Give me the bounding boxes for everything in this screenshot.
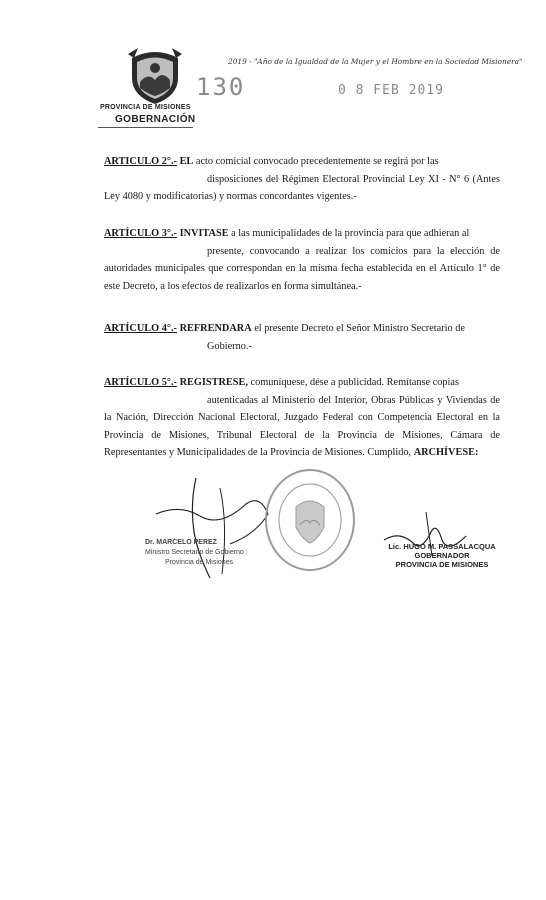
year-motto: 2019 - "Año de la Igualdad de la Mujer y el Hombre en la Sociedad Misionera": [228, 57, 523, 66]
article-2-keyword: EL: [179, 156, 194, 167]
article-2-label: ARTICULO 2°.-: [104, 156, 177, 167]
right-signer-province: PROVINCIA DE MISIONES: [395, 560, 489, 569]
article-5-keyword: REGISTRESE,: [179, 377, 248, 388]
article-4: [104, 320, 500, 355]
article-2-line1: acto comicial convocado precedentemente se regirá por las: [193, 156, 439, 167]
left-signer-title: Ministro Secretario de Gobierno: [145, 549, 244, 556]
article-3-line1: a las municipalidades de la provincia para que adhieran al: [228, 228, 470, 239]
article-5-body-wrap: [104, 392, 500, 462]
left-signature-block: [145, 538, 265, 568]
left-signer-province: Provincia de Misiones: [165, 559, 234, 566]
article-2: [104, 153, 500, 206]
article-3-keyword: INVITASE: [179, 228, 229, 239]
provincial-crest-icon: [124, 44, 186, 106]
decree-number-stamp: 130: [196, 73, 246, 101]
right-signature-block: [382, 542, 502, 569]
article-3: [104, 225, 500, 295]
heading-divider: [98, 127, 193, 128]
article-5: [104, 374, 500, 462]
article-4-label: ARTÍCULO 4°.-: [104, 323, 177, 334]
article-5-line1: comuníquese, dése a publicidad. Remítanse copias: [247, 377, 459, 388]
article-4-body: Gobierno.-: [207, 340, 252, 352]
article-5-closing: ARCHÍVESE:: [413, 447, 479, 458]
article-4-line1: el presente Decreto el Señor Ministro Secretario de: [251, 323, 465, 334]
province-heading: PROVINCIA DE MISIONES: [100, 104, 191, 111]
official-seal-icon: [262, 467, 358, 573]
article-3-body: presente, convocando a realizar los comicios para la elección de autoridades municipales que correspondan en la misma fecha establecida en el Artículo 1° de este Decreto, a los efectos de realizarlos en forma simultánea.-: [104, 245, 500, 292]
left-signer-name: Dr. MARCELO PEREZ: [145, 539, 217, 546]
article-2-body: disposiciones del Régimen Electoral Provincial Ley XI - N° 6 (Antes Ley 4080 y modificatorias) y normas concordantes vigentes.-: [104, 173, 500, 202]
article-5-label: ARTÍCULO 5°.-: [104, 377, 177, 388]
right-signer-title: GOBERNADOR: [414, 551, 470, 560]
article-5-body: autenticadas al Ministerio del Interior, Obras Públicas y Viviendas de la Nación, Dirección Nacional Electoral, Juzgado Federal con Competencia Electoral en la Provincia de Misiones, Tribunal Electoral de la Provincia de Misiones, Cámara de Representantes y Municipalidades de la Provincia de Misiones. Cumplido,: [104, 394, 500, 458]
date-stamp: 0 8 FEB 2019: [338, 83, 444, 98]
office-heading: GOBERNACIÓN: [115, 114, 196, 125]
article-3-label: ARTÍCULO 3°.-: [104, 228, 177, 239]
article-4-keyword: REFRENDARA: [179, 323, 252, 334]
right-signer-name: Lic. HUGO M. PASSALACQUA: [388, 542, 496, 551]
